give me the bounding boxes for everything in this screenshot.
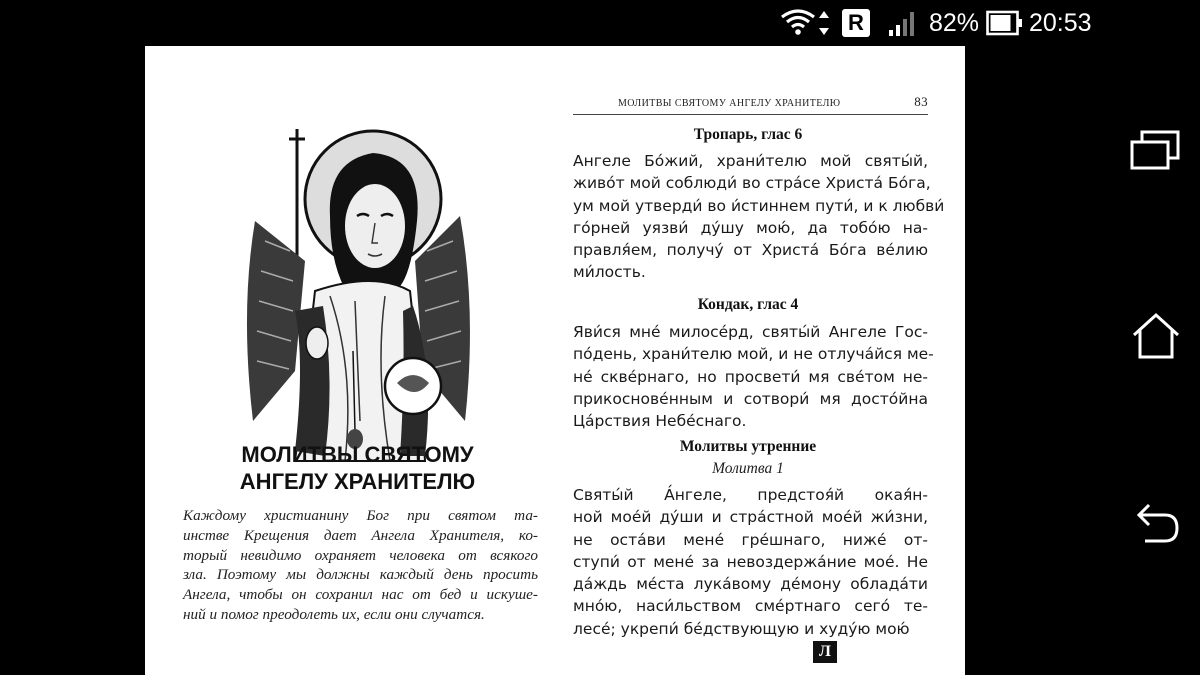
prayer-line: не́ скве́рнаго, но просвети́ мя све́том не- bbox=[573, 367, 928, 386]
prayer-line: мно́ю, наси́льством сме́ртнаго сего́ те- bbox=[573, 597, 928, 616]
intro-paragraph bbox=[183, 506, 538, 625]
kontakion-text bbox=[573, 321, 934, 432]
intro-line: Ангела, чтобы он сохранил нас от бед и искуше- bbox=[183, 586, 538, 604]
signal-icon bbox=[888, 0, 920, 46]
wifi-icon bbox=[780, 0, 830, 46]
prayer-line: не оста́ви мене́ гре́шнаго, ниже́ от- bbox=[573, 530, 928, 549]
kontakion-heading: Кондак, глас 4 bbox=[697, 296, 799, 313]
back-icon bbox=[1129, 498, 1183, 548]
running-head-title: МОЛИТВЫ СВЯТОМУ АНГЕЛУ ХРАНИТЕЛЮ bbox=[618, 98, 841, 109]
prayer-line: Ангеле Бо́жий, храни́телю мой святы́й, bbox=[573, 152, 928, 170]
prayer-line: лесе́; укрепи́ бе́дствующую и худу́ю мою́ bbox=[573, 619, 910, 638]
intro-line: инстве Крещения дает Ангела Хранителя, ко- bbox=[183, 526, 538, 544]
running-head bbox=[573, 94, 928, 115]
status-bar bbox=[0, 0, 1200, 46]
battery-percent: 82% bbox=[929, 8, 980, 37]
network-badge: R bbox=[842, 9, 870, 37]
intro-line: торый невидимо охраняет человека от всякого bbox=[183, 546, 538, 564]
roaming-r-icon bbox=[842, 0, 870, 46]
troparion-heading: Тропарь, глас 6 bbox=[693, 126, 803, 143]
guardian-angel-icon bbox=[235, 121, 480, 466]
home-button[interactable] bbox=[1126, 306, 1186, 366]
prayer-line: ной мое́й ду́ши и стра́стной мое́й жи́зни, bbox=[573, 508, 928, 527]
right-page bbox=[573, 46, 943, 675]
prayer-line: правля́ем, получу́ от Христа́ Бо́га ве́лию bbox=[573, 241, 928, 260]
book-title-line: АНГЕЛУ ХРАНИТЕЛЮ bbox=[239, 469, 476, 494]
prayer-line: да́ждь ме́ста лука́вому де́мону облада́ти bbox=[573, 575, 928, 594]
prayer-line: ми́лость. bbox=[573, 263, 646, 282]
clock: 20:53 bbox=[1029, 8, 1092, 37]
prayer-line: прикоснове́нным и сотвори́ мя досто́йна bbox=[573, 389, 928, 408]
prayer-line: живо́т мой соблюди́ во стра́се Христа́ Бо́га, bbox=[573, 174, 931, 193]
book-title bbox=[205, 441, 510, 495]
recent-apps-button[interactable] bbox=[1126, 120, 1186, 180]
book-title-line: МОЛИТВЫ СВЯТОМУ bbox=[241, 442, 474, 467]
back-button[interactable] bbox=[1126, 493, 1186, 553]
morning-prayers-heading: Молитвы утренние bbox=[679, 438, 817, 455]
prayer-line: Ца́рствия Небе́снаго. bbox=[573, 412, 747, 431]
intro-line: Каждому христианину Бог при святом та- bbox=[183, 507, 538, 524]
prayer-line: ступи́ от мене́ за невоздержа́ние мое́. Не bbox=[573, 552, 928, 571]
bookmark-badge[interactable]: Л bbox=[813, 641, 837, 663]
troparion-text bbox=[573, 150, 945, 284]
recent-apps-icon bbox=[1128, 128, 1184, 172]
left-page bbox=[145, 46, 565, 675]
intro-line: зла. Поэтому мы должны каждый день просить bbox=[183, 566, 538, 584]
prayer-line: ум мой утверди́ во и́стиннем пути́, и к любви́ bbox=[573, 196, 945, 215]
prayer-line: Яви́ся мне́ милосе́рд, святы́й Ангеле Гос- bbox=[573, 323, 928, 341]
battery-icon bbox=[986, 0, 1024, 46]
page-number: 83 bbox=[914, 94, 928, 109]
prayer-line: го́рней уязви́ ду́шу мою́, да тобо́ю на- bbox=[573, 218, 928, 237]
morning-prayer-text bbox=[573, 484, 928, 640]
intro-line: ний и помог преодолеть их, если они случатся. bbox=[183, 605, 485, 623]
home-icon bbox=[1129, 311, 1183, 361]
prayer-line: Святы́й А́нгеле, предстоя́й окая́н- bbox=[573, 486, 928, 504]
prayer-number-subheading: Молитва 1 bbox=[712, 460, 784, 477]
data-arrows-icon bbox=[819, 11, 829, 35]
book-spread[interactable] bbox=[145, 46, 965, 675]
prayer-line: по́день, храни́телю мой, и не отлуча́йся ме- bbox=[573, 345, 934, 364]
